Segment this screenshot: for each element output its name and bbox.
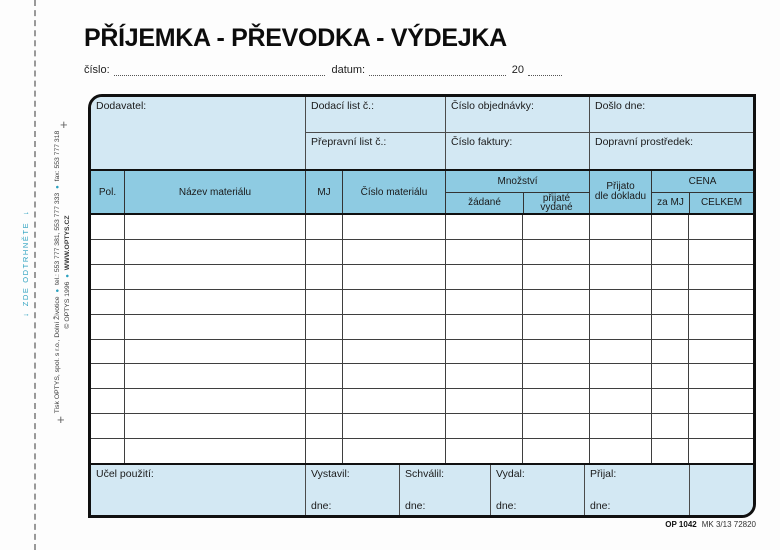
table-row	[91, 340, 753, 365]
header-pol: Pol.	[91, 171, 125, 213]
bullet-icon: ●	[55, 288, 61, 293]
body-cell	[446, 265, 523, 289]
body-cell	[125, 389, 306, 413]
printer-credit-line1	[53, 22, 63, 522]
body-cell	[689, 265, 753, 289]
body-cell	[446, 240, 523, 264]
date-fill-line	[369, 64, 506, 76]
body-cell	[652, 340, 689, 364]
table-row	[91, 240, 753, 265]
table-row	[91, 414, 753, 439]
body-cell	[446, 290, 523, 314]
field-prepravni-list: Přepravní list č.:	[306, 133, 446, 169]
table-row	[91, 215, 753, 240]
dne-label: dne:	[496, 500, 517, 512]
body-cell	[306, 315, 343, 339]
printer-company: Tisk OPTYS, spol. s r.o., Dolní Životice	[54, 296, 61, 414]
body-cell	[523, 240, 590, 264]
body-cell	[590, 439, 652, 463]
year-prefix: 20	[511, 64, 524, 76]
form-table	[88, 94, 756, 518]
body-cell	[523, 364, 590, 388]
body-cell	[446, 215, 523, 239]
info-section	[91, 97, 753, 171]
body-cell	[125, 240, 306, 264]
field-vydal: Vydal: dne:	[491, 465, 585, 515]
body-cell	[343, 315, 446, 339]
number-date-row	[84, 60, 562, 76]
body-cell	[689, 389, 753, 413]
body-cell	[652, 389, 689, 413]
body-cell	[652, 240, 689, 264]
down-arrow-icon: ↓	[21, 312, 30, 317]
header-prijate-vydane: přijaté vydané	[540, 192, 573, 213]
printer-fax: fax: 553 777 318	[54, 130, 61, 182]
body-cell	[91, 215, 125, 239]
form-title: PŘÍJEMKA - PŘEVODKA - VÝDEJKA	[84, 24, 507, 52]
down-arrow-icon: ↓	[21, 211, 30, 216]
bullet-icon: ●	[65, 274, 71, 278]
table-row	[91, 439, 753, 463]
body-cell	[91, 439, 125, 463]
body-cell	[91, 240, 125, 264]
body-cell	[689, 240, 753, 264]
header-nazev-materialu: Název materiálu	[125, 171, 306, 213]
body-cell	[652, 315, 689, 339]
body-cell	[306, 389, 343, 413]
header-mj: MJ	[306, 171, 343, 213]
header-cislo-materialu: Číslo materiálu	[343, 171, 446, 213]
field-ucel-pouziti: Učel použití:	[91, 465, 306, 515]
body-cell	[446, 389, 523, 413]
signature-section	[91, 463, 753, 515]
body-cell	[689, 439, 753, 463]
body-cell	[343, 290, 446, 314]
printer-copyright: © OPTYS 1996	[64, 281, 71, 329]
body-cell	[652, 414, 689, 438]
body-cell	[343, 439, 446, 463]
printer-credit	[53, 22, 75, 522]
number-fill-line	[114, 64, 326, 76]
body-cell	[125, 290, 306, 314]
body-cell	[689, 340, 753, 364]
body-cell	[523, 315, 590, 339]
body-cell	[343, 265, 446, 289]
body-cell	[590, 364, 652, 388]
body-cell	[446, 315, 523, 339]
bullet-icon: ●	[55, 185, 61, 189]
body-cell	[125, 439, 306, 463]
field-dodavatel: Dodavatel:	[91, 97, 306, 169]
body-cell	[689, 215, 753, 239]
body-cell	[590, 315, 652, 339]
table-body	[91, 215, 753, 463]
body-cell	[306, 439, 343, 463]
body-cell	[652, 215, 689, 239]
field-dodaci-list: Dodací list č.:	[306, 97, 446, 133]
body-cell	[91, 414, 125, 438]
body-cell	[446, 340, 523, 364]
field-cislo-objednavky: Číslo objednávky:	[446, 97, 590, 133]
field-cislo-faktury: Číslo faktury:	[446, 133, 590, 169]
body-cell	[446, 364, 523, 388]
body-cell	[343, 215, 446, 239]
body-cell	[590, 240, 652, 264]
body-cell	[125, 414, 306, 438]
tear-here-text: ZDE ODTRHNĚTE	[21, 221, 30, 307]
printer-tel: tel.: 553 777 381, 553 777 333	[54, 192, 61, 286]
body-cell	[125, 340, 306, 364]
body-cell	[590, 215, 652, 239]
body-cell	[343, 414, 446, 438]
form-code: OP 1042	[665, 520, 697, 529]
body-cell	[523, 414, 590, 438]
body-cell	[306, 240, 343, 264]
body-cell	[446, 439, 523, 463]
header-cena-group	[652, 171, 753, 213]
body-cell	[306, 290, 343, 314]
number-label: číslo:	[84, 64, 110, 76]
tear-here-label	[21, 203, 33, 325]
body-cell	[689, 290, 753, 314]
printer-website: WWW.OPTYS.CZ	[64, 215, 71, 271]
body-cell	[306, 414, 343, 438]
table-row	[91, 364, 753, 389]
dne-label: dne:	[590, 500, 611, 512]
body-cell	[523, 439, 590, 463]
print-code	[456, 520, 756, 529]
header-mnozstvi: Množství	[446, 171, 589, 193]
print-info: MK 3/13 72820	[701, 520, 756, 529]
body-cell	[91, 315, 125, 339]
body-cell	[446, 414, 523, 438]
body-cell	[689, 414, 753, 438]
body-cell	[343, 240, 446, 264]
body-cell	[652, 439, 689, 463]
table-row	[91, 265, 753, 290]
body-cell	[652, 290, 689, 314]
perforation-dashed-line	[34, 0, 36, 550]
body-cell	[590, 290, 652, 314]
body-cell	[91, 340, 125, 364]
field-schvalil: Schválil: dne:	[400, 465, 491, 515]
table-row	[91, 290, 753, 315]
header-celkem: CELKEM	[700, 197, 743, 209]
body-cell	[343, 364, 446, 388]
field-dopravni-prostredek: Dopravní prostředek:	[595, 136, 694, 148]
dne-label: dne:	[405, 500, 426, 512]
registration-mark: +	[60, 117, 68, 132]
body-cell	[91, 265, 125, 289]
body-cell	[306, 364, 343, 388]
signature-empty-cell	[690, 465, 753, 515]
field-prijal: Přijal: dne:	[585, 465, 690, 515]
body-cell	[91, 290, 125, 314]
printer-credit-line2	[63, 22, 73, 522]
body-cell	[306, 340, 343, 364]
body-cell	[125, 315, 306, 339]
field-doslo-dne: Došlo dne:	[590, 97, 753, 133]
header-cena: CENA	[652, 171, 753, 193]
table-header-row	[91, 171, 753, 215]
date-label: datum:	[331, 64, 366, 76]
body-cell	[125, 364, 306, 388]
body-cell	[590, 340, 652, 364]
dne-label: dne:	[311, 500, 332, 512]
body-cell	[343, 340, 446, 364]
body-cell	[343, 389, 446, 413]
body-cell	[523, 340, 590, 364]
body-cell	[306, 215, 343, 239]
header-zadane: žádané	[446, 193, 524, 214]
header-mnozstvi-group	[446, 171, 590, 213]
table-row	[91, 389, 753, 414]
body-cell	[652, 265, 689, 289]
body-cell	[523, 215, 590, 239]
body-cell	[652, 364, 689, 388]
body-cell	[91, 389, 125, 413]
header-za-mj: za MJ	[652, 193, 690, 214]
body-cell	[523, 389, 590, 413]
registration-mark: +	[57, 412, 65, 427]
body-cell	[91, 364, 125, 388]
table-row	[91, 315, 753, 340]
year-fill-line	[528, 64, 562, 76]
body-cell	[689, 364, 753, 388]
field-vystavil: Vystavil: dne:	[306, 465, 400, 515]
body-cell	[523, 290, 590, 314]
body-cell	[590, 389, 652, 413]
body-cell	[689, 315, 753, 339]
body-cell	[590, 414, 652, 438]
header-prijato-dle-dokladu: Přijato dle dokladu	[590, 171, 652, 213]
body-cell	[125, 265, 306, 289]
body-cell	[125, 215, 306, 239]
body-cell	[590, 265, 652, 289]
body-cell	[306, 265, 343, 289]
body-cell	[523, 265, 590, 289]
